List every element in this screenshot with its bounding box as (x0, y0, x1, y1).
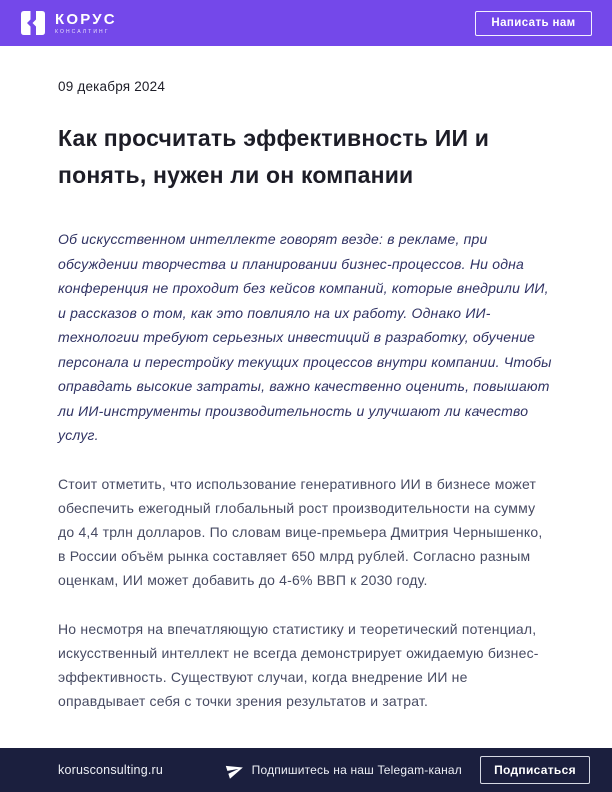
article-date: 09 декабря 2024 (58, 79, 166, 94)
contact-button[interactable]: Написать нам (475, 11, 592, 36)
article-title: Как просчитать эффективность ИИ и понять, нужен ли он компании (58, 125, 490, 188)
telegram-icon (223, 759, 246, 782)
telegram-promo (226, 761, 462, 779)
article-paragraph: Но несмотря на впечатляющую статистику и теоретический потенциал, искусственный интеллект не всегда демонстрирует ожидаемую бизнес-эффективность. Существуют случаи, когда внедрение ИИ не оправдывает себя с точки зрения результатов и затрат. (58, 620, 539, 710)
telegram-text: Подпишитесь на наш Telegam-канал (251, 763, 462, 777)
logo-subtitle: КОНСАЛТИНГ (55, 28, 110, 35)
site-header (0, 0, 612, 46)
article-lead-paragraph: Об искусственном интеллекте говорят везде: в рекламе, при обсуждении творчества и планировании бизнес-процессов. Ни одна конференция не проходит без кейсов компаний, которые внедрили ИИ, и рассказов о том, как это повлияло на их работу. Однако ИИ-технологии требуют серьезных инвестиций в разработку, обучение персонала и перестройку текущих процессов внутри компании. Чтобы оправдать высокие затраты, важно качественно оценить, повышают ли ИИ-инструменты производительность и улучшают ли качество услуг. (58, 231, 552, 443)
logo-wordmark (55, 12, 117, 35)
subscribe-button[interactable]: Подписаться (480, 756, 590, 784)
korus-logo-icon (20, 10, 46, 36)
logo-title: КОРУС (55, 10, 117, 28)
site-footer (0, 748, 612, 792)
site-url-link[interactable]: korusconsulting.ru (58, 763, 164, 777)
korus-logo[interactable] (20, 10, 117, 36)
article-paragraph: Стоит отметить, что использование генеративного ИИ в бизнесе может обеспечить ежегодный глобальный рост производительности на сумму до 4,4 трлн долларов. По словам вице-премьера Дмитрия Чернышенко, в России объём рынка составляет 650 млрд рублей. Согласно разным оценкам, ИИ может добавить до 4-6% ВВП к 2030 году. (58, 475, 543, 589)
article-content (0, 79, 612, 713)
